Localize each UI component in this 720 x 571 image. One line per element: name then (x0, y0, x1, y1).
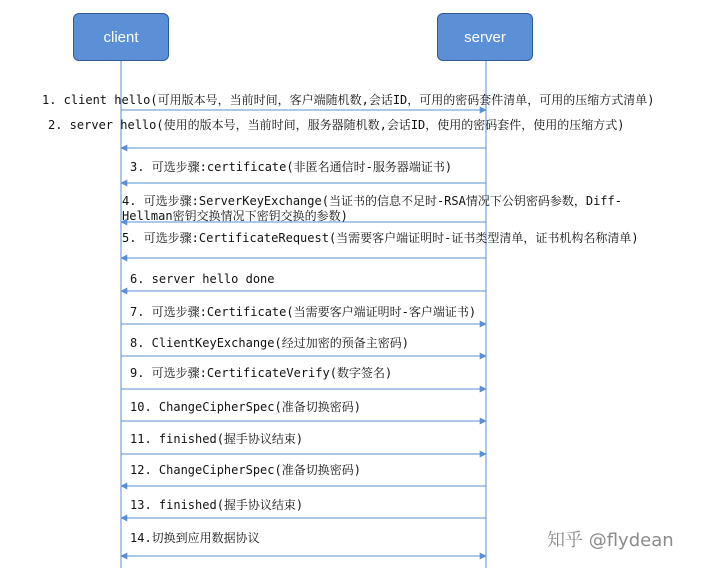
message-12-label: 12. ChangeCipherSpec(准备切换密码) (130, 463, 361, 477)
message-arrows (121, 110, 486, 556)
message-2-label: 2. server hello(使用的版本号，当前时间，服务器随机数,会话ID，使用的密码套件，使用的压缩方式) (48, 118, 625, 132)
message-3-label: 3. 可选步骤:certificate(非匿名通信时-服务器端证书) (130, 160, 453, 174)
message-9-label: 9. 可选步骤:CertificateVerify(数字签名) (130, 366, 393, 380)
server-actor-box (437, 13, 533, 61)
message-14-label: 14.切换到应用数据协议 (130, 531, 260, 545)
message-5-label: 5. 可选步骤:CertificateRequest(当需要客户端证明时-证书类型清单，证书机构名称清单) (122, 231, 639, 245)
watermark: 知乎 @flydean (547, 530, 674, 551)
message-13-label: 13. finished(握手协议结束) (130, 498, 304, 512)
message-10-label: 10. ChangeCipherSpec(准备切换密码) (130, 400, 361, 414)
message-4-label: 4. 可选步骤:ServerKeyExchange(当证书的信息不足时-RSA情况下公钥密码参数，Diff-Hellman密钥交换情况下密钥交换的参数) (122, 194, 622, 223)
message-8-label: 8. ClientKeyExchange(经过加密的预备主密码) (130, 336, 409, 350)
message-7-label: 7. 可选步骤:Certificate(当需要客户端证明时-客户端证书) (130, 305, 477, 319)
client-actor-label: client (103, 28, 139, 46)
server-actor-label: server (464, 28, 506, 46)
message-6-label: 6. server hello done (130, 272, 275, 286)
message-11-label: 11. finished(握手协议结束) (130, 432, 304, 446)
client-actor-box (73, 13, 169, 61)
message-1-label: 1. client hello(可用版本号，当前时间，客户端随机数,会话ID，可用的密码套件清单，可用的压缩方式清单) (42, 93, 655, 107)
